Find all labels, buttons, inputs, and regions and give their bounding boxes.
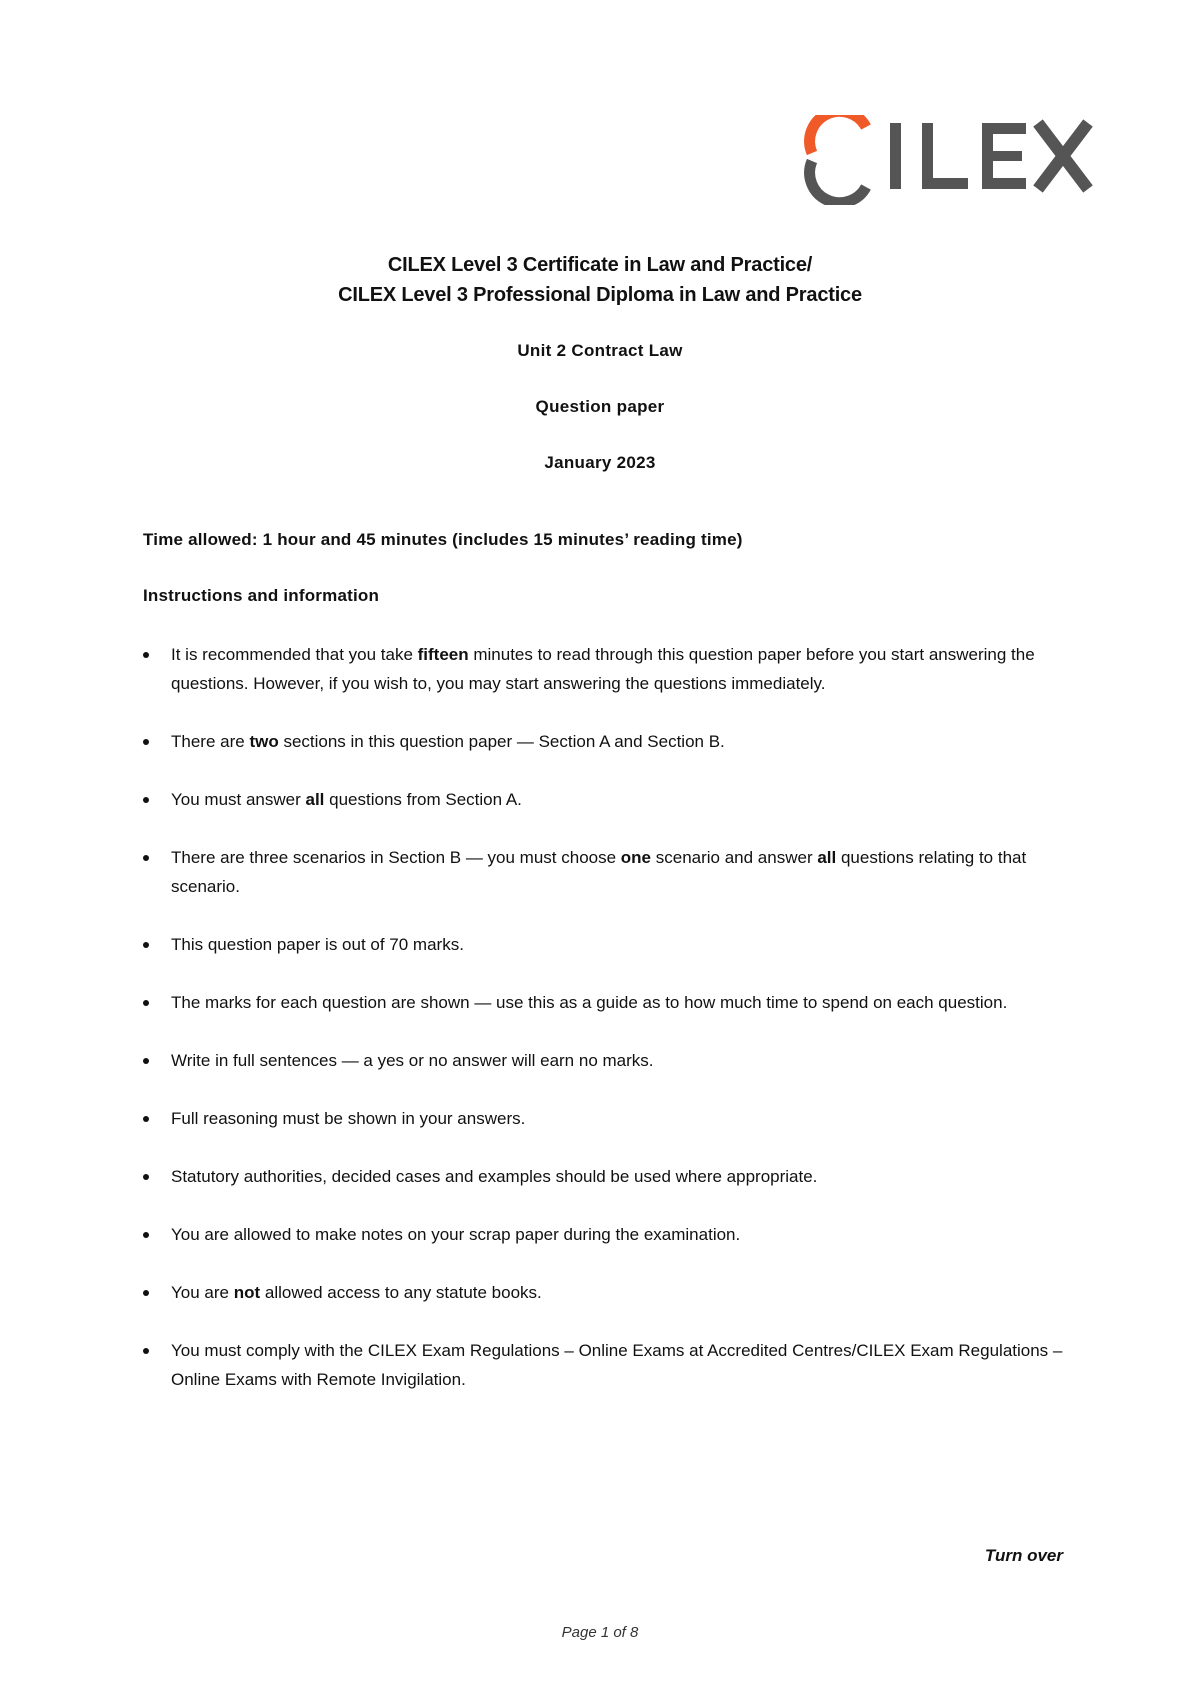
instruction-text: You are bbox=[171, 1283, 234, 1302]
instruction-item bbox=[143, 930, 1073, 959]
instruction-emphasis: not bbox=[233, 1283, 261, 1302]
logo-letter-e-bottom bbox=[982, 178, 1026, 189]
instruction-item bbox=[143, 1104, 1073, 1133]
instruction-item bbox=[143, 727, 1073, 756]
instruction-text: Statutory authorities, decided cases and examples should be used where appropriate. bbox=[171, 1167, 818, 1186]
paper-type: Question paper bbox=[535, 397, 665, 416]
exam-date: January 2023 bbox=[544, 453, 656, 472]
page-number: Page 1 of 8 bbox=[561, 1624, 639, 1641]
bullet-icon bbox=[143, 1348, 149, 1354]
instruction-emphasis: two bbox=[249, 732, 279, 751]
instruction-emphasis: all bbox=[305, 790, 325, 809]
bullet-icon bbox=[143, 1116, 149, 1122]
unit-title: Unit 2 Contract Law bbox=[517, 341, 683, 360]
instruction-text: You must comply with the CILEX Exam Regulations – Online Exams at Accredited Centres/CILEX Exam Regulations – Online Exams with Remote Invigilation. bbox=[171, 1341, 1063, 1389]
title-line-1: CILEX Level 3 Certificate in Law and Practice/ bbox=[387, 254, 813, 276]
title-block bbox=[0, 250, 1200, 310]
instruction-text: sections in this question paper — Section A and Section B. bbox=[278, 732, 725, 751]
turn-over-label: Turn over bbox=[984, 1546, 1063, 1565]
instruction-item bbox=[143, 1220, 1073, 1249]
instruction-item bbox=[143, 1336, 1073, 1394]
logo-letter-l-foot bbox=[922, 178, 968, 189]
logo-c-arc-grey bbox=[810, 161, 866, 203]
instruction-text: Full reasoning must be shown in your answers. bbox=[171, 1109, 526, 1128]
instruction-item bbox=[143, 785, 1073, 814]
instruction-text: questions relating to that scenario. bbox=[171, 848, 1027, 896]
logo-c-arc-orange bbox=[810, 115, 866, 153]
instruction-text: There are bbox=[171, 732, 250, 751]
instruction-text: The marks for each question are shown — use this as a guide as to how much time to spend on each question. bbox=[171, 993, 1008, 1012]
instruction-emphasis: one bbox=[620, 848, 652, 867]
bullet-icon bbox=[143, 739, 149, 745]
instruction-item bbox=[143, 1046, 1073, 1075]
bullet-icon bbox=[143, 652, 149, 658]
cilex-logo-image bbox=[804, 115, 1114, 205]
instruction-item bbox=[143, 843, 1073, 901]
bullet-icon bbox=[143, 942, 149, 948]
instruction-text: There are three scenarios in Section B — you must choose bbox=[171, 848, 621, 867]
instruction-emphasis: all bbox=[817, 848, 837, 867]
instruction-text: scenario and answer bbox=[651, 848, 818, 867]
bullet-icon bbox=[143, 855, 149, 861]
instructions-list bbox=[143, 640, 1073, 1423]
instruction-text: It is recommended that you take bbox=[171, 645, 418, 664]
instruction-item bbox=[143, 988, 1073, 1017]
instruction-text: Write in full sentences — a yes or no answer will earn no marks. bbox=[171, 1051, 654, 1070]
bullet-icon bbox=[143, 1232, 149, 1238]
instruction-item bbox=[143, 1162, 1073, 1191]
instruction-emphasis: fifteen bbox=[417, 645, 469, 664]
instructions-heading: Instructions and information bbox=[143, 586, 380, 605]
instruction-text: questions from Section A. bbox=[324, 790, 522, 809]
bullet-icon bbox=[143, 1290, 149, 1296]
time-allowed: Time allowed: 1 hour and 45 minutes (includes 15 minutes’ reading time) bbox=[143, 530, 743, 549]
bullet-icon bbox=[143, 1000, 149, 1006]
instruction-item bbox=[143, 640, 1073, 698]
title-line-2: CILEX Level 3 Professional Diploma in Law and Practice bbox=[338, 284, 862, 306]
logo-letter-e-top bbox=[982, 123, 1026, 134]
bullet-icon bbox=[143, 797, 149, 803]
instruction-text: minutes to read through this question paper before you start answering the questions. However, if you wish to, you may start answering the questions immediately. bbox=[171, 645, 1035, 693]
instruction-text: You must answer bbox=[171, 790, 306, 809]
cilex-logo bbox=[804, 115, 1114, 205]
instruction-item bbox=[143, 1278, 1073, 1307]
bullet-icon bbox=[143, 1058, 149, 1064]
instruction-text: This question paper is out of 70 marks. bbox=[171, 935, 464, 954]
instruction-text: You are allowed to make notes on your scrap paper during the examination. bbox=[171, 1225, 741, 1244]
bullet-icon bbox=[143, 1174, 149, 1180]
instruction-text: allowed access to any statute books. bbox=[260, 1283, 542, 1302]
logo-letter-i bbox=[890, 123, 901, 189]
logo-letter-e-mid bbox=[982, 151, 1022, 161]
